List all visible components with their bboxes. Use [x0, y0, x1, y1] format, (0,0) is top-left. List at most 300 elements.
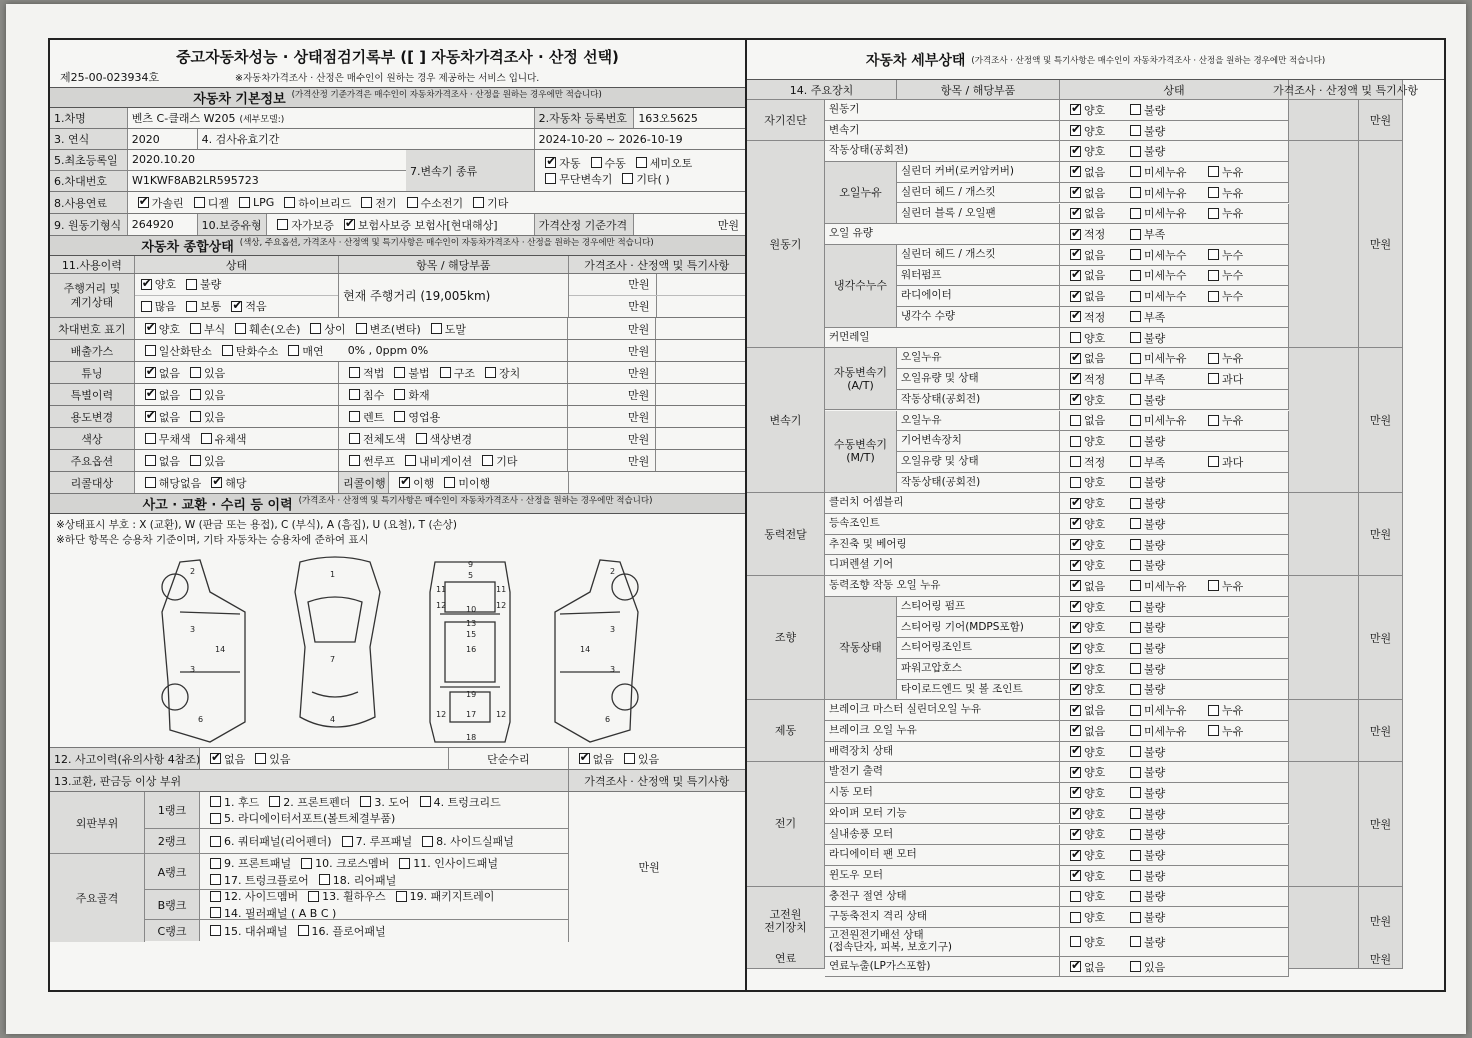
checkbox-icon[interactable]: [1208, 705, 1219, 716]
checkbox-icon[interactable]: [349, 455, 360, 466]
checkbox-icon[interactable]: [1208, 580, 1219, 591]
checkbox-option[interactable]: LPG: [233, 196, 274, 209]
checkbox-option[interactable]: 누수: [1202, 247, 1252, 263]
checkbox-icon[interactable]: [482, 455, 493, 466]
checkbox-option[interactable]: 미세누유: [1124, 723, 1198, 739]
checkbox-icon[interactable]: [1130, 353, 1141, 364]
checkbox-icon[interactable]: [394, 411, 405, 422]
checkbox-icon[interactable]: [1130, 663, 1141, 674]
checkbox-icon[interactable]: [1208, 187, 1219, 198]
checkbox-option[interactable]: 변조(변타): [350, 321, 421, 337]
checkbox-icon[interactable]: [201, 433, 212, 444]
checkbox-option[interactable]: 불량: [1124, 661, 1198, 677]
checkbox-icon[interactable]: [145, 455, 156, 466]
checkbox-icon[interactable]: [396, 891, 407, 902]
checkbox-option[interactable]: ✔ 양호: [135, 276, 176, 292]
checkbox-icon[interactable]: [1070, 601, 1081, 612]
checkbox-icon[interactable]: [1070, 373, 1081, 384]
checkbox-option[interactable]: 17. 트렁크플로어: [204, 872, 309, 888]
checkbox-icon[interactable]: [545, 157, 556, 168]
checkbox-option[interactable]: 양호: [1064, 888, 1120, 904]
checkbox-option[interactable]: ✔ 없음: [1064, 959, 1120, 975]
checkbox-option[interactable]: ✔ 없음: [139, 387, 180, 403]
checkbox-option[interactable]: ✔ 양호: [1064, 826, 1120, 842]
checkbox-option[interactable]: 불량: [1124, 764, 1198, 780]
checkbox-icon[interactable]: [210, 753, 221, 764]
checkbox-option[interactable]: ✔ 양호: [1064, 599, 1120, 615]
checkbox-icon[interactable]: [1130, 104, 1141, 115]
checkbox-option[interactable]: 불량: [1124, 619, 1198, 635]
checkbox-option[interactable]: ✔ 양호: [1064, 143, 1120, 159]
checkbox-icon[interactable]: [1070, 518, 1081, 529]
checkbox-option[interactable]: ✔ 없음: [1064, 247, 1120, 263]
checkbox-option[interactable]: 수동: [585, 155, 626, 171]
checkbox-icon[interactable]: [1130, 539, 1141, 550]
checkbox-option[interactable]: ✔ 양호: [1064, 744, 1120, 760]
checkbox-option[interactable]: 16. 플로어패널: [292, 923, 386, 939]
checkbox-option[interactable]: 미세누유: [1124, 164, 1198, 180]
checkbox-option[interactable]: 불량: [1124, 433, 1198, 449]
checkbox-icon[interactable]: [349, 389, 360, 400]
checkbox-option[interactable]: ✔ 적정: [1064, 226, 1120, 242]
checkbox-option[interactable]: 미세누유: [1124, 702, 1198, 718]
checkbox-option[interactable]: 누유: [1202, 185, 1252, 201]
checkbox-icon[interactable]: [210, 796, 221, 807]
checkbox-icon[interactable]: [405, 455, 416, 466]
checkbox-icon[interactable]: [1130, 332, 1141, 343]
checkbox-icon[interactable]: [1070, 456, 1081, 467]
checkbox-option[interactable]: 있음: [184, 409, 225, 425]
checkbox-option[interactable]: ✔ 없음: [139, 365, 180, 381]
checkbox-option[interactable]: 미세누유: [1124, 412, 1198, 428]
checkbox-option[interactable]: 내비게이션: [399, 453, 472, 469]
checkbox-option[interactable]: ✔ 양호: [139, 321, 180, 337]
checkbox-option[interactable]: 전체도색: [343, 431, 406, 447]
checkbox-option[interactable]: 썬루프: [343, 453, 395, 469]
checkbox-icon[interactable]: [1070, 746, 1081, 757]
checkbox-icon[interactable]: [407, 197, 418, 208]
checkbox-icon[interactable]: [1208, 270, 1219, 281]
checkbox-option[interactable]: ✔ 양호: [1064, 640, 1120, 656]
checkbox-option[interactable]: 4. 트렁크리드: [414, 794, 501, 810]
checkbox-icon[interactable]: [1208, 353, 1219, 364]
checkbox-icon[interactable]: [1070, 125, 1081, 136]
checkbox-option[interactable]: ✔ 없음: [1064, 723, 1120, 739]
checkbox-icon[interactable]: [1130, 394, 1141, 405]
checkbox-icon[interactable]: [298, 925, 309, 936]
checkbox-icon[interactable]: [210, 836, 221, 847]
checkbox-icon[interactable]: [622, 173, 633, 184]
checkbox-option[interactable]: ✔ 이행: [393, 475, 434, 491]
checkbox-option[interactable]: ✔ 없음: [1064, 205, 1120, 221]
checkbox-icon[interactable]: [579, 753, 590, 764]
checkbox-option[interactable]: 불량: [1124, 826, 1198, 842]
checkbox-icon[interactable]: [1070, 291, 1081, 302]
checkbox-option[interactable]: ✔ 없음: [1064, 578, 1120, 594]
checkbox-option[interactable]: 탄화수소: [216, 343, 279, 359]
checkbox-option[interactable]: 무단변속기: [539, 171, 612, 187]
checkbox-option[interactable]: ✔ 양호: [1064, 868, 1120, 884]
checkbox-icon[interactable]: [1070, 146, 1081, 157]
checkbox-option[interactable]: 수소전기: [401, 195, 464, 211]
checkbox-option[interactable]: 영업용: [388, 409, 440, 425]
checkbox-icon[interactable]: [1070, 166, 1081, 177]
checkbox-icon[interactable]: [361, 197, 372, 208]
checkbox-icon[interactable]: [1208, 291, 1219, 302]
checkbox-icon[interactable]: [138, 197, 149, 208]
checkbox-option[interactable]: ✔ 없음: [573, 751, 614, 767]
checkbox-option[interactable]: 9. 프론트패널: [204, 855, 291, 871]
checkbox-icon[interactable]: [1070, 353, 1081, 364]
checkbox-icon[interactable]: [1130, 961, 1141, 972]
checkbox-icon[interactable]: [284, 197, 295, 208]
checkbox-icon[interactable]: [420, 796, 431, 807]
checkbox-icon[interactable]: [277, 219, 288, 230]
checkbox-icon[interactable]: [1130, 912, 1141, 923]
checkbox-icon[interactable]: [1130, 725, 1141, 736]
checkbox-icon[interactable]: [190, 455, 201, 466]
checkbox-icon[interactable]: [1070, 829, 1081, 840]
checkbox-icon[interactable]: [1130, 125, 1141, 136]
checkbox-icon[interactable]: [269, 796, 280, 807]
checkbox-icon[interactable]: [222, 345, 233, 356]
checkbox-option[interactable]: 불량: [1124, 785, 1198, 801]
checkbox-option[interactable]: 상이: [304, 321, 345, 337]
checkbox-option[interactable]: 11. 인사이드패널: [393, 855, 498, 871]
checkbox-option[interactable]: 3. 도어: [354, 794, 409, 810]
checkbox-option[interactable]: 적법: [343, 365, 384, 381]
checkbox-option[interactable]: 하이브리드: [278, 195, 351, 211]
checkbox-icon[interactable]: [186, 301, 197, 312]
checkbox-option[interactable]: ✔ 양호: [1064, 557, 1120, 573]
checkbox-option[interactable]: ✔ 자동: [539, 155, 580, 171]
checkbox-icon[interactable]: [1070, 104, 1081, 115]
checkbox-icon[interactable]: [349, 433, 360, 444]
checkbox-icon[interactable]: [210, 925, 221, 936]
checkbox-option[interactable]: ✔ 양호: [1064, 806, 1120, 822]
checkbox-icon[interactable]: [1130, 622, 1141, 633]
checkbox-icon[interactable]: [360, 796, 371, 807]
checkbox-icon[interactable]: [210, 858, 221, 869]
checkbox-option[interactable]: ✔ 양호: [1064, 123, 1120, 139]
checkbox-icon[interactable]: [194, 197, 205, 208]
checkbox-icon[interactable]: [1070, 808, 1081, 819]
checkbox-option[interactable]: 불량: [1124, 909, 1198, 925]
checkbox-option[interactable]: 불량: [1124, 102, 1198, 118]
checkbox-icon[interactable]: [1208, 725, 1219, 736]
checkbox-option[interactable]: ✔ 없음: [1064, 164, 1120, 180]
checkbox-icon[interactable]: [1130, 936, 1141, 947]
checkbox-option[interactable]: 불량: [1124, 888, 1198, 904]
checkbox-option[interactable]: 있음: [184, 453, 225, 469]
checkbox-icon[interactable]: [239, 197, 250, 208]
checkbox-option[interactable]: 무채색: [139, 431, 191, 447]
checkbox-option[interactable]: ✔ 없음: [139, 409, 180, 425]
checkbox-option[interactable]: 15. 대쉬패널: [204, 923, 288, 939]
checkbox-option[interactable]: 미이행: [438, 475, 490, 491]
checkbox-option[interactable]: ✔ 없음: [1064, 702, 1120, 718]
checkbox-icon[interactable]: [1070, 850, 1081, 861]
checkbox-icon[interactable]: [1130, 746, 1141, 757]
checkbox-option[interactable]: 유채색: [195, 431, 247, 447]
checkbox-icon[interactable]: [1130, 580, 1141, 591]
checkbox-icon[interactable]: [1070, 787, 1081, 798]
checkbox-option[interactable]: 기타: [467, 195, 508, 211]
checkbox-option[interactable]: ✔ 양호: [1064, 661, 1120, 677]
checkbox-icon[interactable]: [394, 367, 405, 378]
checkbox-icon[interactable]: [1208, 373, 1219, 384]
checkbox-icon[interactable]: [1130, 850, 1141, 861]
checkbox-option[interactable]: ✔ 적정: [1064, 309, 1120, 325]
checkbox-icon[interactable]: [399, 477, 410, 488]
checkbox-option[interactable]: 자가보증: [271, 217, 334, 233]
checkbox-option[interactable]: 12. 사이드멤버: [204, 888, 298, 904]
checkbox-icon[interactable]: [145, 411, 156, 422]
checkbox-icon[interactable]: [624, 753, 635, 764]
checkbox-option[interactable]: ✔ 없음: [1064, 185, 1120, 201]
checkbox-icon[interactable]: [308, 891, 319, 902]
checkbox-option[interactable]: ✔ 양호: [1064, 764, 1120, 780]
checkbox-icon[interactable]: [145, 389, 156, 400]
checkbox-icon[interactable]: [1130, 229, 1141, 240]
checkbox-icon[interactable]: [1070, 311, 1081, 322]
checkbox-icon[interactable]: [210, 813, 221, 824]
checkbox-option[interactable]: 부족: [1124, 226, 1198, 242]
checkbox-icon[interactable]: [1070, 498, 1081, 509]
checkbox-option[interactable]: 누유: [1202, 205, 1252, 221]
checkbox-option[interactable]: 불량: [1124, 640, 1198, 656]
checkbox-option[interactable]: 누유: [1202, 350, 1252, 366]
checkbox-option[interactable]: ✔ 가솔린: [132, 195, 184, 211]
checkbox-icon[interactable]: [1070, 663, 1081, 674]
checkbox-icon[interactable]: [1208, 456, 1219, 467]
checkbox-icon[interactable]: [1070, 891, 1081, 902]
checkbox-icon[interactable]: [1130, 870, 1141, 881]
checkbox-option[interactable]: 부족: [1124, 309, 1198, 325]
checkbox-option[interactable]: 매연: [282, 343, 323, 359]
checkbox-option[interactable]: 부족: [1124, 454, 1198, 470]
checkbox-icon[interactable]: [1070, 684, 1081, 695]
checkbox-option[interactable]: 8. 사이드실패널: [416, 833, 514, 849]
checkbox-icon[interactable]: [210, 874, 221, 885]
checkbox-icon[interactable]: [342, 836, 353, 847]
checkbox-option[interactable]: 불량: [1124, 599, 1198, 615]
checkbox-option[interactable]: 없음: [1064, 412, 1120, 428]
checkbox-icon[interactable]: [1130, 684, 1141, 695]
checkbox-icon[interactable]: [310, 323, 321, 334]
checkbox-option[interactable]: 있음: [618, 751, 659, 767]
checkbox-option[interactable]: 전기: [355, 195, 396, 211]
checkbox-option[interactable]: 도말: [425, 321, 466, 337]
checkbox-option[interactable]: 디젤: [188, 195, 229, 211]
checkbox-option[interactable]: ✔ 없음: [1064, 350, 1120, 366]
checkbox-option[interactable]: 화재: [388, 387, 429, 403]
checkbox-option[interactable]: 불량: [1124, 847, 1198, 863]
checkbox-option[interactable]: 불량: [1124, 516, 1198, 532]
checkbox-icon[interactable]: [1130, 249, 1141, 260]
checkbox-icon[interactable]: [1130, 705, 1141, 716]
checkbox-icon[interactable]: [1130, 166, 1141, 177]
checkbox-icon[interactable]: [1130, 891, 1141, 902]
checkbox-option[interactable]: 18. 리어패널: [313, 872, 397, 888]
checkbox-icon[interactable]: [399, 858, 410, 869]
checkbox-icon[interactable]: [145, 433, 156, 444]
checkbox-option[interactable]: 적정: [1064, 454, 1120, 470]
checkbox-icon[interactable]: [145, 477, 156, 488]
checkbox-icon[interactable]: [186, 279, 197, 290]
checkbox-option[interactable]: 누수: [1202, 267, 1252, 283]
checkbox-option[interactable]: 미세누유: [1124, 578, 1198, 594]
checkbox-option[interactable]: 누유: [1202, 164, 1252, 180]
checkbox-icon[interactable]: [1070, 560, 1081, 571]
checkbox-icon[interactable]: [235, 323, 246, 334]
checkbox-option[interactable]: 미세누유: [1124, 350, 1198, 366]
checkbox-option[interactable]: 기타( ): [616, 171, 669, 187]
checkbox-icon[interactable]: [190, 389, 201, 400]
checkbox-option[interactable]: 불법: [388, 365, 429, 381]
checkbox-option[interactable]: 구조: [434, 365, 475, 381]
checkbox-icon[interactable]: [422, 836, 433, 847]
checkbox-option[interactable]: 색상변경: [410, 431, 473, 447]
checkbox-option[interactable]: ✔ 양호: [1064, 537, 1120, 553]
checkbox-option[interactable]: 불량: [1124, 934, 1198, 950]
checkbox-icon[interactable]: [356, 323, 367, 334]
checkbox-icon[interactable]: [1130, 477, 1141, 488]
checkbox-option[interactable]: 불량: [1124, 806, 1198, 822]
checkbox-icon[interactable]: [473, 197, 484, 208]
checkbox-option[interactable]: 불량: [1124, 123, 1198, 139]
checkbox-option[interactable]: 기타: [476, 453, 517, 469]
checkbox-icon[interactable]: [1130, 146, 1141, 157]
checkbox-option[interactable]: 미세누수: [1124, 288, 1198, 304]
checkbox-icon[interactable]: [431, 323, 442, 334]
checkbox-option[interactable]: 미세누수: [1124, 267, 1198, 283]
checkbox-option[interactable]: 19. 패키지트레이: [390, 888, 495, 904]
checkbox-icon[interactable]: [1130, 373, 1141, 384]
checkbox-option[interactable]: 장치: [479, 365, 520, 381]
checkbox-option[interactable]: 불량: [1124, 495, 1198, 511]
checkbox-option[interactable]: 미세누수: [1124, 247, 1198, 263]
checkbox-icon[interactable]: [1070, 961, 1081, 972]
checkbox-icon[interactable]: [440, 367, 451, 378]
checkbox-option[interactable]: 6. 쿼터패널(리어펜더): [204, 833, 332, 849]
checkbox-icon[interactable]: [1070, 705, 1081, 716]
checkbox-icon[interactable]: [1070, 870, 1081, 881]
checkbox-icon[interactable]: [1130, 187, 1141, 198]
checkbox-icon[interactable]: [1130, 291, 1141, 302]
checkbox-icon[interactable]: [1070, 643, 1081, 654]
checkbox-option[interactable]: 과다: [1202, 371, 1252, 387]
checkbox-option[interactable]: 누유: [1202, 702, 1252, 718]
checkbox-icon[interactable]: [1130, 829, 1141, 840]
checkbox-option[interactable]: 없음: [139, 453, 180, 469]
checkbox-option[interactable]: 5. 라디에이터서포트(볼트체결부품): [204, 810, 395, 826]
checkbox-icon[interactable]: [1208, 166, 1219, 177]
checkbox-option[interactable]: ✔ 양호: [1064, 392, 1120, 408]
checkbox-option[interactable]: 보통: [180, 298, 221, 314]
checkbox-option[interactable]: 있음: [184, 387, 225, 403]
checkbox-option[interactable]: ✔ 적음: [225, 298, 266, 314]
checkbox-icon[interactable]: [190, 367, 201, 378]
checkbox-icon[interactable]: [1070, 332, 1081, 343]
checkbox-icon[interactable]: [591, 157, 602, 168]
checkbox-icon[interactable]: [1070, 912, 1081, 923]
checkbox-icon[interactable]: [394, 389, 405, 400]
checkbox-option[interactable]: 있음: [1124, 959, 1198, 975]
checkbox-option[interactable]: 양호: [1064, 433, 1120, 449]
checkbox-option[interactable]: ✔ 양호: [1064, 516, 1120, 532]
checkbox-option[interactable]: 불량: [1124, 330, 1198, 346]
checkbox-option[interactable]: 누유: [1202, 412, 1252, 428]
checkbox-icon[interactable]: [1070, 270, 1081, 281]
checkbox-icon[interactable]: [1070, 539, 1081, 550]
checkbox-option[interactable]: 양호: [1064, 934, 1120, 950]
checkbox-icon[interactable]: [1130, 808, 1141, 819]
checkbox-icon[interactable]: [545, 173, 556, 184]
checkbox-option[interactable]: ✔ 없음: [204, 751, 245, 767]
checkbox-icon[interactable]: [1130, 311, 1141, 322]
checkbox-icon[interactable]: [190, 411, 201, 422]
checkbox-icon[interactable]: [1130, 560, 1141, 571]
checkbox-option[interactable]: 침수: [343, 387, 384, 403]
checkbox-icon[interactable]: [301, 858, 312, 869]
checkbox-option[interactable]: ✔ 보험사보증 보험사[현대해상]: [338, 217, 498, 233]
checkbox-icon[interactable]: [636, 157, 647, 168]
checkbox-option[interactable]: 10. 크로스멤버: [295, 855, 389, 871]
checkbox-icon[interactable]: [1208, 208, 1219, 219]
checkbox-icon[interactable]: [1130, 415, 1141, 426]
checkbox-option[interactable]: 불량: [1124, 557, 1198, 573]
checkbox-option[interactable]: 있음: [249, 751, 290, 767]
checkbox-icon[interactable]: [211, 477, 222, 488]
checkbox-option[interactable]: 있음: [184, 365, 225, 381]
checkbox-option[interactable]: 불량: [1124, 474, 1198, 490]
checkbox-icon[interactable]: [319, 874, 330, 885]
checkbox-option[interactable]: 불량: [1124, 392, 1198, 408]
checkbox-icon[interactable]: [1070, 187, 1081, 198]
checkbox-icon[interactable]: [1070, 622, 1081, 633]
checkbox-icon[interactable]: [1070, 477, 1081, 488]
checkbox-icon[interactable]: [1130, 518, 1141, 529]
checkbox-option[interactable]: 불량: [1124, 143, 1198, 159]
checkbox-icon[interactable]: [1130, 436, 1141, 447]
checkbox-icon[interactable]: [1070, 767, 1081, 778]
checkbox-icon[interactable]: [145, 367, 156, 378]
checkbox-icon[interactable]: [1130, 767, 1141, 778]
checkbox-icon[interactable]: [1070, 415, 1081, 426]
checkbox-icon[interactable]: [141, 301, 152, 312]
checkbox-option[interactable]: 2. 프론트펜더: [263, 794, 350, 810]
checkbox-option[interactable]: ✔ 없음: [1064, 288, 1120, 304]
checkbox-icon[interactable]: [1130, 498, 1141, 509]
checkbox-icon[interactable]: [1070, 394, 1081, 405]
checkbox-icon[interactable]: [1070, 936, 1081, 947]
checkbox-option[interactable]: 불량: [180, 276, 221, 292]
checkbox-icon[interactable]: [141, 279, 152, 290]
checkbox-option[interactable]: 불량: [1124, 537, 1198, 553]
checkbox-icon[interactable]: [288, 345, 299, 356]
checkbox-option[interactable]: 불량: [1124, 744, 1198, 760]
checkbox-option[interactable]: ✔ 양호: [1064, 681, 1120, 697]
checkbox-icon[interactable]: [349, 367, 360, 378]
checkbox-icon[interactable]: [1130, 208, 1141, 219]
checkbox-icon[interactable]: [210, 907, 221, 918]
checkbox-icon[interactable]: [1070, 229, 1081, 240]
checkbox-icon[interactable]: [1130, 456, 1141, 467]
checkbox-icon[interactable]: [1130, 787, 1141, 798]
checkbox-icon[interactable]: [344, 219, 355, 230]
checkbox-option[interactable]: 부족: [1124, 371, 1198, 387]
